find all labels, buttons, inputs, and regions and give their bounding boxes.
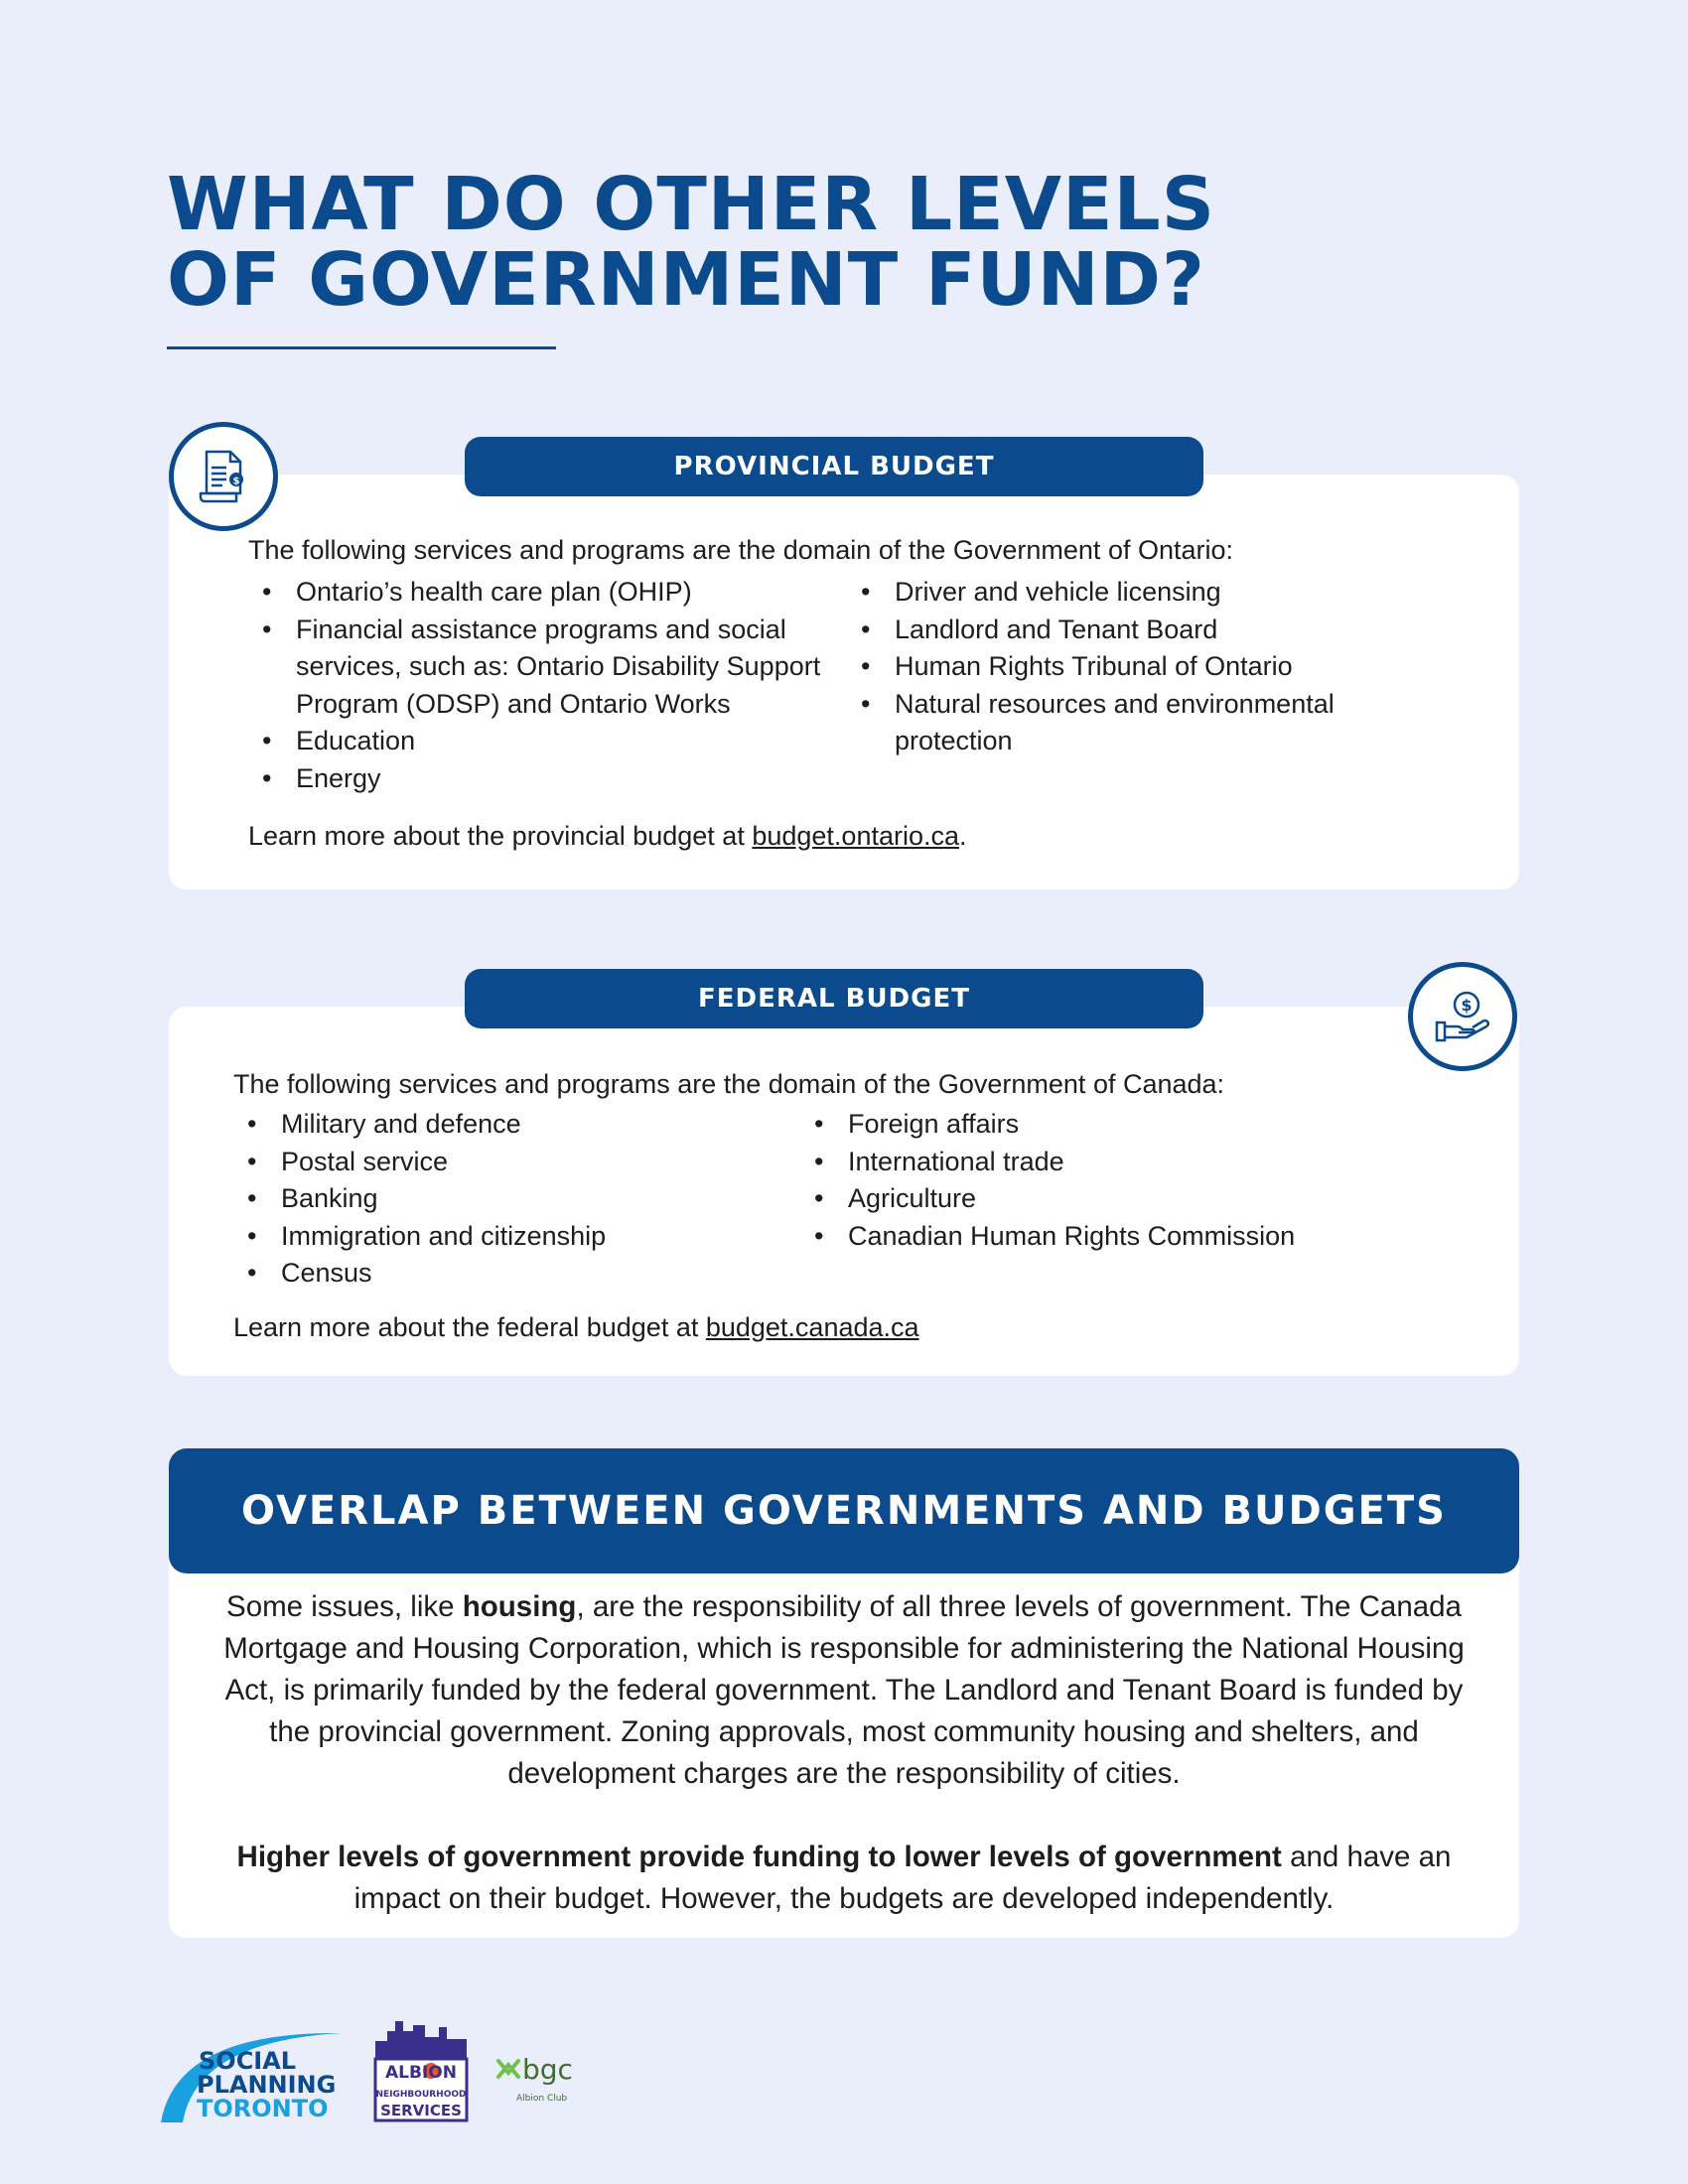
provincial-card	[169, 475, 1519, 889]
social-planning-toronto-logo	[157, 2013, 346, 2124]
list-item: • Canadian Human Rights Commission	[800, 1218, 1396, 1256]
federal-intro: The following services and programs are the domain of the Government of Canada:	[233, 1069, 1225, 1099]
federal-list-left	[233, 1106, 789, 1293]
page-title-line1: WHAT DO OTHER LEVELS	[167, 162, 1215, 247]
list-item: • Natural resources and environmental protection	[847, 686, 1403, 760]
svg-text:bgc: bgc	[522, 2053, 573, 2086]
list-item: • Banking	[233, 1180, 789, 1218]
list-item: • Postal service	[233, 1144, 789, 1181]
federal-budget-heading: FEDERAL BUDGET	[465, 969, 1203, 1028]
federal-card	[169, 1007, 1519, 1376]
page-title	[167, 162, 1458, 323]
list-item: • Census	[233, 1255, 789, 1293]
list-item: • Immigration and citizenship	[233, 1218, 789, 1256]
list-item: • Ontario’s health care plan (OHIP)	[248, 574, 844, 612]
provincial-list-left	[248, 574, 844, 797]
overlap-paragraph-2: Higher levels of government provide funding to lower levels of government and have an impact on their budget. However, the budgets are developed independently.	[236, 1841, 1452, 1915]
overlap-paragraph-1: Some issues, like housing, are the responsibility of all three levels of government. The Canada Mortgage and Housing Corporation, which is responsible for administering the National Housing Act, is primarily funded by the federal government. The Landlord and Tenant Board is funded by the provincial government. Zoning approvals, most community housing and shelters, and development charges are the responsibility of cities.	[223, 1590, 1465, 1790]
svg-text:Albion Club: Albion Club	[516, 2094, 568, 2104]
bgc-albion-club-logo	[492, 2051, 602, 2111]
overlap-body	[209, 1586, 1479, 1920]
list-item: • Energy	[248, 760, 844, 798]
svg-text:SERVICES: SERVICES	[380, 2102, 462, 2119]
provincial-learn-more: Learn more about the provincial budget at budget.ontario.ca.	[248, 821, 967, 851]
list-item: • Agriculture	[800, 1180, 1396, 1218]
provincial-budget-heading: PROVINCIAL BUDGET	[465, 437, 1203, 496]
svg-text:TORONTO: TORONTO	[197, 2095, 329, 2122]
title-underline	[167, 346, 556, 349]
list-item: • Financial assistance programs and social services, such as: Ontario Disability Support Program (ODSP) and Ontario Works	[248, 612, 844, 724]
provincial-list-right	[847, 574, 1403, 760]
money-hand-icon	[1431, 985, 1494, 1048]
svg-text:PLANNING: PLANNING	[197, 2071, 337, 2099]
partner-logos	[157, 2013, 614, 2124]
document-icon	[193, 446, 254, 507]
list-item: • Education	[248, 723, 844, 760]
federal-budget-link[interactable]: budget.canada.ca	[705, 1312, 919, 1342]
list-item: • International trade	[800, 1144, 1396, 1181]
svg-text:NEIGHBOURHOOD: NEIGHBOURHOOD	[375, 2090, 467, 2100]
overlap-heading-text: OVERLAP BETWEEN GOVERNMENTS AND BUDGETS	[241, 1488, 1447, 1534]
list-item: • Driver and vehicle licensing	[847, 574, 1403, 612]
svg-text:ALBION: ALBION	[385, 2063, 457, 2083]
list-item: • Military and defence	[233, 1106, 789, 1144]
list-item: • Human Rights Tribunal of Ontario	[847, 648, 1403, 686]
provincial-icon-badge	[169, 422, 278, 531]
albion-neighbourhood-services-logo	[369, 2015, 473, 2122]
page-title-line2: OF GOVERNMENT FUND?	[167, 237, 1205, 323]
list-item: • Landlord and Tenant Board	[847, 612, 1403, 649]
federal-icon-badge	[1408, 962, 1517, 1071]
svg-text:$: $	[232, 476, 240, 487]
provincial-intro: The following services and programs are the domain of the Government of Ontario:	[248, 535, 1233, 565]
svg-text:$: $	[1461, 996, 1473, 1015]
provincial-budget-link[interactable]: budget.ontario.ca	[752, 821, 960, 851]
svg-text:SOCIAL: SOCIAL	[199, 2047, 297, 2075]
list-item: • Foreign affairs	[800, 1106, 1396, 1144]
federal-learn-more: Learn more about the federal budget at budget.canada.ca	[233, 1312, 919, 1342]
federal-list-right	[800, 1106, 1396, 1255]
overlap-heading	[169, 1448, 1519, 1573]
